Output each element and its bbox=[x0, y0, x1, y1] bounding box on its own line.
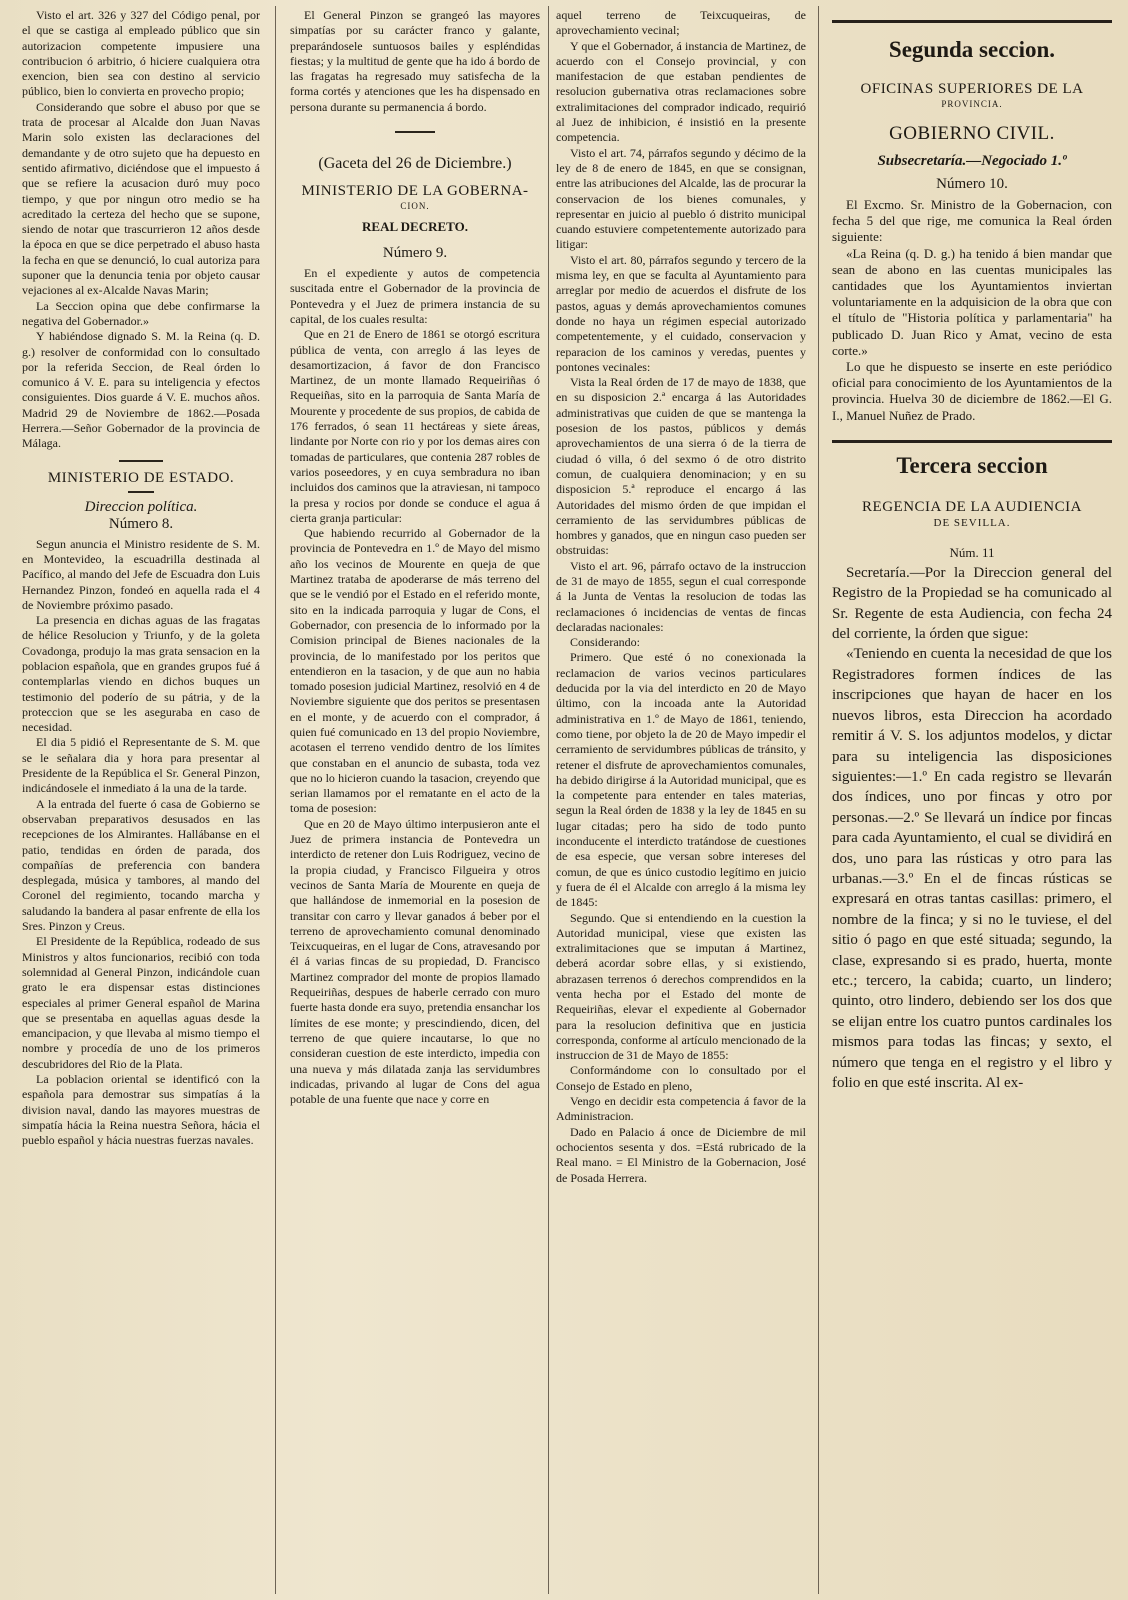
paragraph: Visto el art. 74, párrafos segundo y décimo de la ley de 8 de enero de 1845, en que se consignan, entre las atribuciones del Alcalde, las de procurar la conservacion de los bienes comunales, y representar en juicio al pueblo ó distrito municipal cuando estuviere competentemente autorizado para litigar: bbox=[556, 145, 806, 252]
paragraph: En el expediente y autos de competencia suscitada entre el Gobernador de la provincia de Pontevedra y el Juez de primera instancia de su capital, de los cuales resulta: bbox=[290, 266, 540, 326]
column-2 bbox=[290, 8, 540, 1596]
column-rule bbox=[275, 6, 276, 1594]
section-heading: MINISTERIO DE ESTADO. bbox=[47, 469, 235, 486]
paragraph: Secretaría.—Por la Direccion general del Registro de la Propiedad se ha comunicado al Sr. Regente de esta Audiencia, con fecha 24 del corriente, la órden que sigue: bbox=[832, 564, 1112, 643]
paragraph: La poblacion oriental se identificó con la española para demostrar sus simpatías á la division naval, dando las mayores muestras de simpatía hácia la Reina nuestra Señora, hácia el pueblo español y hácia nuestras fuerzas navales. bbox=[22, 1072, 260, 1148]
column-3 bbox=[556, 8, 806, 1596]
paragraph: Visto el art. 326 y 327 del Código penal, por el que se castiga al empleado público que sin autorizacion competente impusiere una contribucion ó arbitrio, ó hiciere cualquiera otra exencion, bien sea con destino al servicio público, bien lo convierta en provecho propio; bbox=[22, 8, 260, 99]
paragraph: Vengo en decidir esta competencia á favor de la Administracion. bbox=[556, 1094, 806, 1124]
paragraph: Que en 20 de Mayo último interpusieron ante el Juez de primera instancia de Pontevedra un interdicto de retener don Luis Rodriguez, vecino de la propia ciudad, y Francisco Filgueira y otros vecinos de Santa María de Mourente en queja de que hallándose de inmemorial en la posesion de transitar con carro y llevar ganados á beber por el terreno de aprovechamiento comunal denominado Teixcuqueiras, en el lugar de Cons, atravesando por él á varias fincas de su propiedad, D. Francisco Martinez comprador del monte de propios llamado Requeiriñas, despues de haberle cerrado con muro fuerte hasta donde era suyo, pretendia ensanchar los límites de ese monte; y prescindiendo, dicen, del terreno de que quiere incautarse, lo que no consideran cuestion de este interdicto, impedia con una nueva y más dilatada zanja las servidumbres indicadas, privando al lugar de Cons del agua potable de una fuente que nace y corre en bbox=[290, 816, 540, 1107]
separator-ornament bbox=[119, 460, 163, 462]
paragraph: «La Reina (q. D. g.) ha tenido á bien mandar que sean de abono en las cuentas municipales las cantidades que los Ayuntamientos inviertan voluntariamente en la adquisicion de la obra que con el título de "Historia política y parlamentaria" ha publicado D. Juan Rico y Amat, vecino de esta corte.» bbox=[832, 245, 1112, 358]
article-body bbox=[832, 197, 1112, 424]
heavy-rule bbox=[832, 20, 1112, 23]
section-heading bbox=[290, 183, 540, 211]
paragraph: Segun anuncia el Ministro residente de S. M. en Montevideo, la escuadrilla destinada al Pacífico, al mando del Jefe de Escuadra don Luis Hernandez Pinzon, fondeó en aquella rada el 4 de Noviembre próximo pasado. bbox=[22, 536, 260, 612]
paragraph: Y habiéndose dignado S. M. la Reina (q. D. g.) resolver de conformidad con lo consultado por la referida Seccion, de Real órden lo comunico á V. E. para su inteligencia y efectos consiguientes. Dios guarde á V. E. muchos años. Madrid 29 de Noviembre de 1862.—Posada Herrera.—Señor Gobernador de la provincia de Málaga. bbox=[22, 329, 260, 451]
subsection-heading: Subsecretaría.—Negociado 1.º bbox=[877, 153, 1067, 169]
column-1 bbox=[22, 8, 260, 1596]
item-number: Núm. 11 bbox=[949, 544, 995, 560]
paragraph: Dado en Palacio á once de Diciembre de mil ochocientos sesenta y dos. =Está rubricado de la Real mano. = El Ministro de la Gobernacion, José de Posada Herrera. bbox=[556, 1124, 806, 1185]
section-heading-sub: CION. bbox=[400, 201, 430, 212]
section-heading-sub: PROVINCIA. bbox=[941, 99, 1003, 109]
paragraph: Segundo. Que si entendiendo en la cuestion la Autoridad municipal, viese que existen las extralimitaciones que se imputan á Martinez, deberá acordar sobre ellas, y si existiendo, abrazasen terrenos ó derechos comprendidos en la venta hecha por el Estado del monte de Requeiriñas, elevar el expediente al Gobernador para la resolucion definitiva que en justicia corresponda, conforme al artículo mencionado de la instruccion de 31 de Mayo de 1855: bbox=[556, 910, 806, 1063]
subsection-heading: Direccion política. bbox=[84, 498, 198, 515]
section-heading-text: OFICINAS SUPERIORES DE LA bbox=[860, 81, 1084, 97]
separator-ornament bbox=[395, 131, 435, 133]
item-number: Número 10. bbox=[936, 176, 1008, 192]
paragraph: «Teniendo en cuenta la necesidad de que los Registradores formen índices de las inscripciones que hayan de hacer en los nuevos libros, esta Direccion ha acordado remitir á V. S. los adjuntos modelos, y dictar para su inteligencia las disposiciones siguientes:—1.º En cada registro se llevarán dos índices, uno por fincas y otro por personas.—2.º Se llevará un índice por fincas para cada Ayuntamiento, el cual se dividirá en dos, uno para las rústicas y otro para las urbanas.—3.º En el de fincas rústicas se expresará en otras tantas casillas: primero, el nombre de la finca; y si no le tuviese, el del sitio ó pago en que esté situada; segundo, la clase, expresando si es prado, huerta, monte etc.; tercero, la cabida; cuarto, un lindero; quinto, otro lindero, debiendo ser los dos que se elijan entre los cuatro puntos cardinales los mismos para todas las fincas; y sexto, el número que tenga en el registro y el libro y folio en que esté inscrita. Al ex- bbox=[832, 646, 1112, 1091]
paragraph: El General Pinzon se grangeó las mayores simpatías por su carácter franco y galante, preparándosele suntuosos bailes y espléndidas fiestas; y la multitud de gente que ha ido á bordo de las fragatas ha regresado muy satisfecha de la forma cortés y atenciones que les ha dispensado en persona durante su permanencia á bordo. bbox=[290, 8, 540, 114]
column-4 bbox=[832, 8, 1112, 1596]
paragraph: Conformándome con lo consultado por el Consejo de Estado en pleno, bbox=[556, 1063, 806, 1093]
paragraph: La presencia en dichas aguas de las fragatas de hélice Resolucion y Triunfo, y de la goleta Covadonga, produjo la mas grata sensacion en la poblacion española, que en grandes grupos fué á contemplarlas viendo en dichos buques un testimonio del poderío de su pátria, y de la proteccion que se les aseguraba en caso de necesidad. bbox=[22, 613, 260, 735]
paragraph: Primero. Que esté ó no conexionada la reclamacion de varios vecinos particulares deducida por la via del interdicto en 20 de Mayo último, con la incoada ante la Autoridad administrativa en 1.º de Mayo de 1861, teniendo, como tiene, por objeto la de 20 de Mayo impedir el cerramiento de servidumbres públicas de tránsito, y retener el disfrute de aprovechamientos comunales, ha debido dirigirse á la Autoridad municipal, que es la competente para entender en tales materias, segun la Real órden de 1838 y la ley de 1845 en su lugar citadas; pero ha sido de todo punto inconducente el interdicto tratándose de cuestiones de esa especie, que versan sobre intereses del comun, de que es único custodio legítimo en juicio y fuera de él el Alcalde con arreglo á la misma ley de 1845: bbox=[556, 650, 806, 910]
separator-ornament bbox=[128, 491, 154, 493]
paragraph: Lo que he dispuesto se inserte en este periódico oficial para conocimiento de los Ayuntamientos de la provincia. Huelva 30 de diciembre de 1862.—El G. I., Manuel Nuñez de Prado. bbox=[832, 359, 1112, 423]
paragraph: Que en 21 de Enero de 1861 se otorgó escritura pública de venta, con arreglo á las leyes de desamortizacion, á favor de don Francisco Martinez, de un monte llamado Requeiriñas ó Requeiñas, sito en la parroquia de Santa María de Mourente y procedente de sus propios, de cabida de 176 ferrados, ó sean 11 hectáreas y siete áreas, lindante por Norte con rio y por los demas aires con tomadas de particulares, que contenia 287 robles de varios poseedores, y en cuya sembradura no iban incluidos dos caminos que la atraviesan, ni tampoco la presa y rocios por donde se conduce el agua á cierta granja particular: bbox=[290, 327, 540, 525]
paragraph: Considerando que sobre el abuso por que se trata de procesar al Alcalde don Juan Navas Marin solo existen las declaraciones del demandante y de otro sujeto que ha depuesto en sentido afirmativo, diciéndose que el impuesto á que se refiere la acusacion duró muy poco tiempo, y que por ningun otro medio se ha acreditado la certeza del hecho que se supone, siendo de notar que trascurrieron 12 años desde la época en que se dice perpetrado el abuso hasta la fecha en que se denunció, lo cual autoriza para suponer que la denuncia tenia por objeto causar vejaciones al ex-Alcalde Navas Marin; bbox=[22, 99, 260, 298]
heavy-rule bbox=[832, 440, 1112, 443]
paragraph: El Excmo. Sr. Ministro de la Gobernacion, con fecha 5 del que rige, me comunica la Real órden siguiente: bbox=[832, 197, 1112, 245]
section-heading-text: REGENCIA DE LA AUDIENCIA bbox=[862, 498, 1082, 515]
paragraph: Vista la Real órden de 17 de mayo de 1838, que en su disposicion 2.ª encarga á las Autoridades administrativas que cuiden de que se mantenga la posesion de los pastos, públicos y demás aprovechamientos de una sierra ó de la tierra de ciudad ó villa, ó del sexmo ó de otro distrito comun, de cualquiera denominacion; y en su disposicion 5.ª reproduce el encargo á las Autoridades del mismo órden de que impidan el cerramiento de las servidumbres públicas de hombres y ganados, que en ningun caso pueden ser obstruidas: bbox=[556, 375, 806, 558]
item-number: Número 9. bbox=[382, 245, 448, 262]
column-rule bbox=[818, 6, 819, 1594]
section-heading: GOBIERNO CIVIL. bbox=[889, 123, 1055, 144]
paragraph: El Presidente de la República, rodeado de sus Ministros y altos funcionarios, recibió con toda solemnidad al General Pinzon, indicándole cuan grato le era dispensar estas distinciones especiales al primer General español de Marina que se presentaba en aquellas aguas desde la emancipacion, y que llevaba al mismo tiempo el nombre y procedía de uno de los primeros descubridores del Rio de la Plata. bbox=[22, 934, 260, 1071]
decree-heading: REAL DECRETO. bbox=[362, 219, 468, 235]
gaceta-heading: (Gaceta del 26 de Diciembre.) bbox=[318, 155, 512, 173]
item-number: Número 8. bbox=[108, 515, 174, 532]
paragraph: Considerando: bbox=[570, 635, 640, 650]
paragraph: Visto el art. 96, párrafo octavo de la instruccion de 31 de mayo de 1855, segun el cual corresponde á la Junta de Ventas la resolucion de todas las reclamaciones ó incidencias de ventas de fincas declaradas nacionales: bbox=[556, 558, 806, 634]
paragraph: Visto el art. 80, párrafos segundo y tercero de la misma ley, en que se faculta al Ayuntamiento para arreglar por medio de acuerdos el disfrute de los pastos, aguas y demás aprovechamientos comunes donde no haya un régimen especial autorizado competentemente, y el cuidado, conservacion y reparacion de los caminos y veredas, puentes y pontones vecinales: bbox=[556, 252, 806, 374]
section-title: Segunda seccion. bbox=[888, 37, 1056, 62]
column-rule bbox=[548, 6, 549, 1594]
section-heading-sub: DE SEVILLA. bbox=[933, 516, 1011, 529]
paragraph: A la entrada del fuerte ó casa de Gobierno se observaban preparativos desusados en las recepciones de los Almirantes. Hallábanse en el patio, tendidas en órden de parada, dos compañías de preferencia con bandera desplegada, música y tambores, al mando del Coronel del regimiento, tocando marcha y saludando la bandera al pasar enfrente de ella los Sres. Pinzon y Creus. bbox=[22, 796, 260, 934]
section-heading bbox=[832, 499, 1112, 529]
section-title: Tercera seccion bbox=[896, 452, 1048, 478]
paragraph: aquel terreno de Teixcuqueiras, de aprovechamiento vecinal; bbox=[556, 8, 806, 38]
paragraph: Que habiendo recurrido al Gobernador de la provincia de Pontevedra en 1.º de Mayo del mismo año los vecinos de Mourente en queja de que Martinez trataba de apoderarse de más terreno del que se le vendió por el Estado en el referido monte, sito en la indicada parroquia y lugar de Cons, el Gobernador, con presencia de lo informado por la Comision principal de Bienes nacionales de la provincia, de lo manifestado por los peritos que entendieron en la tasacion, y de que aun no habia tomado posesion judicial Martinez, resolvió en 4 de Noviembre siguiente que dos peritos se presentasen en el monte, y de acuerdo con el comprador, á quien fué comunicado en 13 del propio Noviembre, acotasen el terreno vendido dentro de los límites que constaban en el anuncio de subasta, toda vez que no lo hicieron cuando la tasacion, creyendo que serian llamamos por el rematante en el acto de la toma de posesion: bbox=[290, 526, 540, 816]
section-heading bbox=[832, 81, 1112, 109]
article-body bbox=[832, 563, 1112, 1094]
paragraph: El dia 5 pidió el Representante de S. M. que se le señalara dia y hora para presentar al Presidente de la República el Sr. General Pinzon, indicándosele el inmediato á la una de la tarde. bbox=[22, 735, 260, 796]
section-heading-text: MINISTERIO DE LA GOBERNA- bbox=[301, 183, 529, 200]
paragraph: Y que el Gobernador, á instancia de Martinez, de acuerdo con el Consejo provincial, y con manifestacion de que estaban pendientes de resolucion gubernativa otras reclamaciones sobre extralimitaciones del comprador indicado, requirió al Juez de inhibicion, é insistió en la presente competencia. bbox=[556, 38, 806, 145]
paragraph: La Seccion opina que debe confirmarse la negativa del Gobernador.» bbox=[22, 298, 260, 328]
